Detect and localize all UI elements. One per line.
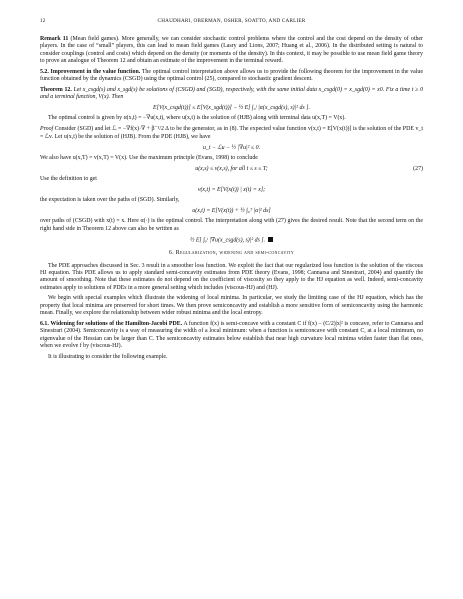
proof-paragraph-1: [40, 126, 423, 141]
remark-text: More generally, we can consider stochastic control problems where the control and the cost depend on the density of other players. In the case of “small” players, this can lead to mean field games (Lasry and Lions, 2007; Huang et al., 2006). In the distributed setting is natural to consider couplings (control and costs) which depend on the density (or moments of the density). In this context, it may be possible to use mean field game theory to prove an analogue of Theorem 12 and obtain an estimate of the improvement in the terminal reward.: [40, 36, 423, 64]
proof-equation-5-body: ½ E[ ∫₀ᵗ |∇u(x_csgd(s), s)|² ds ].: [189, 237, 266, 244]
proof-text-2: We also have u(x,T) = v(x,T) = V(x). Use the maximum principle (Evans, 1998) to conclude: [40, 154, 258, 161]
theorem-12: [40, 87, 423, 102]
theorem-equation: E[V(x_csgd(t))] ≤ E[V(x_sgd(t))] − ½ E[ ∫₀ᵗ |α(x_csgd(s), s)|² ds ].: [153, 105, 310, 112]
section-6-paragraph-1: The PDE approaches discussed in Sec. 3 result in a smoother loss function. We exploit the fact that our regularized loss function is the solution of the viscous HJ equation. This PDE allows us to apply standard semi-concavity estimates from PDE theory (Evans, 1998; Cannarsa and Sinestrari, 2004) and quantify the amount of smoothing. Note that these estimates do not depend on the coefficient of viscosity so they apply to the HJ equation as well. Indeed, semi-concavity estimates apply to solutions of PDEs in a more general setting which includes (viscous-HJ) and (HJ).: [40, 262, 423, 291]
proof-equation-5: [40, 237, 423, 245]
running-title: CHAUDHARI, OBERMAN, OSHER, SOATTO, AND CARLIER: [157, 18, 306, 24]
section-6-paragraph-2: We begin with special examples which illustrate the widening of local minima. In particular, we study the limiting case of the HJ equation, which has the property that local minima are preserved for short times. We then prove semiconcavity and establish a more sensitive form of semiconcavity using the harmonic mean. Finally, we explore the relationship between wider robust minima and the local entropy.: [40, 295, 423, 317]
section-6-heading: [40, 250, 423, 257]
subsection-6-1: [40, 321, 423, 350]
optimal-control-paragraph: The optimal control is given by α(x,t) = −∇u(x,t), where u(x,t) is the solution of (HJB) along with terminal data u(x,T) = V(x).: [48, 115, 346, 122]
subsection-5-2-label: 5.2.: [40, 68, 49, 75]
remark-label: Remark 11: [40, 36, 69, 42]
proof-equation-3: v(x,t) = E[V(x(t)) | x(t) = x];: [197, 186, 266, 193]
subsection-5-2-title: Improvement in the value function.: [50, 68, 141, 75]
theorem-label: Theorem 12.: [40, 86, 72, 93]
page-number: 12: [40, 18, 46, 24]
equation-number-27: (27): [413, 165, 423, 172]
subsection-5-2-text: The optimal control interpretation above allows us to provide the following theorem for the improvement in the value function obtained by the dynamics (CSGD) using the optimal control (25), compared to stochastic gradient descent.: [40, 68, 423, 83]
remark-title: (Mean field games).: [70, 36, 120, 42]
proof-equation-1: u_t − ℒu − ½ |∇u|² ≤ 0.: [202, 144, 261, 151]
proof-text-5: over paths of (CSGD) with x(t) = x. Here α(·) is the optimal control. The interpretation along with (27) gives the desired result. Note that the second term on the right hand side in Theorem 12 above can also be written as: [40, 218, 423, 232]
proof-text-1: Consider (SGD) and let ℒ = −∇f(x)·∇ + β⁻¹/2 Δ to be the generator, as in (8). The expected value function v(x,t) = E[V(x(t))] is the solution of the PDE v_t = ℒv. Let u(x,t) be the solution of (HJB). From the PDE (HJB), we have: [40, 126, 423, 140]
subsection-6-1-label: 6.1.: [40, 320, 49, 327]
proof-equation-2: [40, 166, 423, 173]
section-6-number: 6.: [168, 250, 174, 257]
closing-sentence: It is illustrating to consider the following example.: [48, 353, 168, 360]
subsection-6-1-text: A function f(x) is semi-concave with a constant C if f(x) − (C/2)|x|² is concave, refer to Cannarsa and Sinestrari (2004). Semiconcavity is a way of measuring the width of a local minimum: when a function is semiconcave with constant C, at a local minimum, no eigenvalue of the Hessian can be larger than C. The semiconcavity estimates below establish that near high curvature local minima widen faster than flat ones, when we evolve f by (viscous-HJ).: [40, 320, 423, 349]
remark-paragraph: [40, 36, 423, 65]
section-6-title: Regularization, widening and semi-concavity: [175, 250, 295, 257]
proof-label: Proof: [40, 126, 54, 133]
page-body: [40, 36, 423, 365]
proof-equation-2-body: u(x,s) ≤ v(x,s), for all t ≤ s ≤ T;: [195, 165, 268, 172]
proof-text-3: Use the definition to get: [40, 176, 97, 183]
qed-icon: [268, 237, 273, 242]
subsection-5-2: [40, 69, 423, 84]
proof-equation-4: u(x,t) = E[V(x(t)) + ½ ∫₀ᵀ |α|² ds]: [192, 208, 271, 215]
proof-text-4: the expectation is taken over the paths of (SGD). Similarly,: [40, 197, 180, 204]
subsection-6-1-title: Widening for solutions of the Hamilton-Jacobi PDE.: [50, 320, 183, 327]
theorem-text: Let x_csgd(s) and x_sgd(s) be solutions of (CSGD) and (SGD), respectively, with the same initial data x_csgd(0) = x_sgd(0) = x0. Fix a time t ≥ 0 and a terminal function, V(x). Then: [40, 86, 423, 101]
